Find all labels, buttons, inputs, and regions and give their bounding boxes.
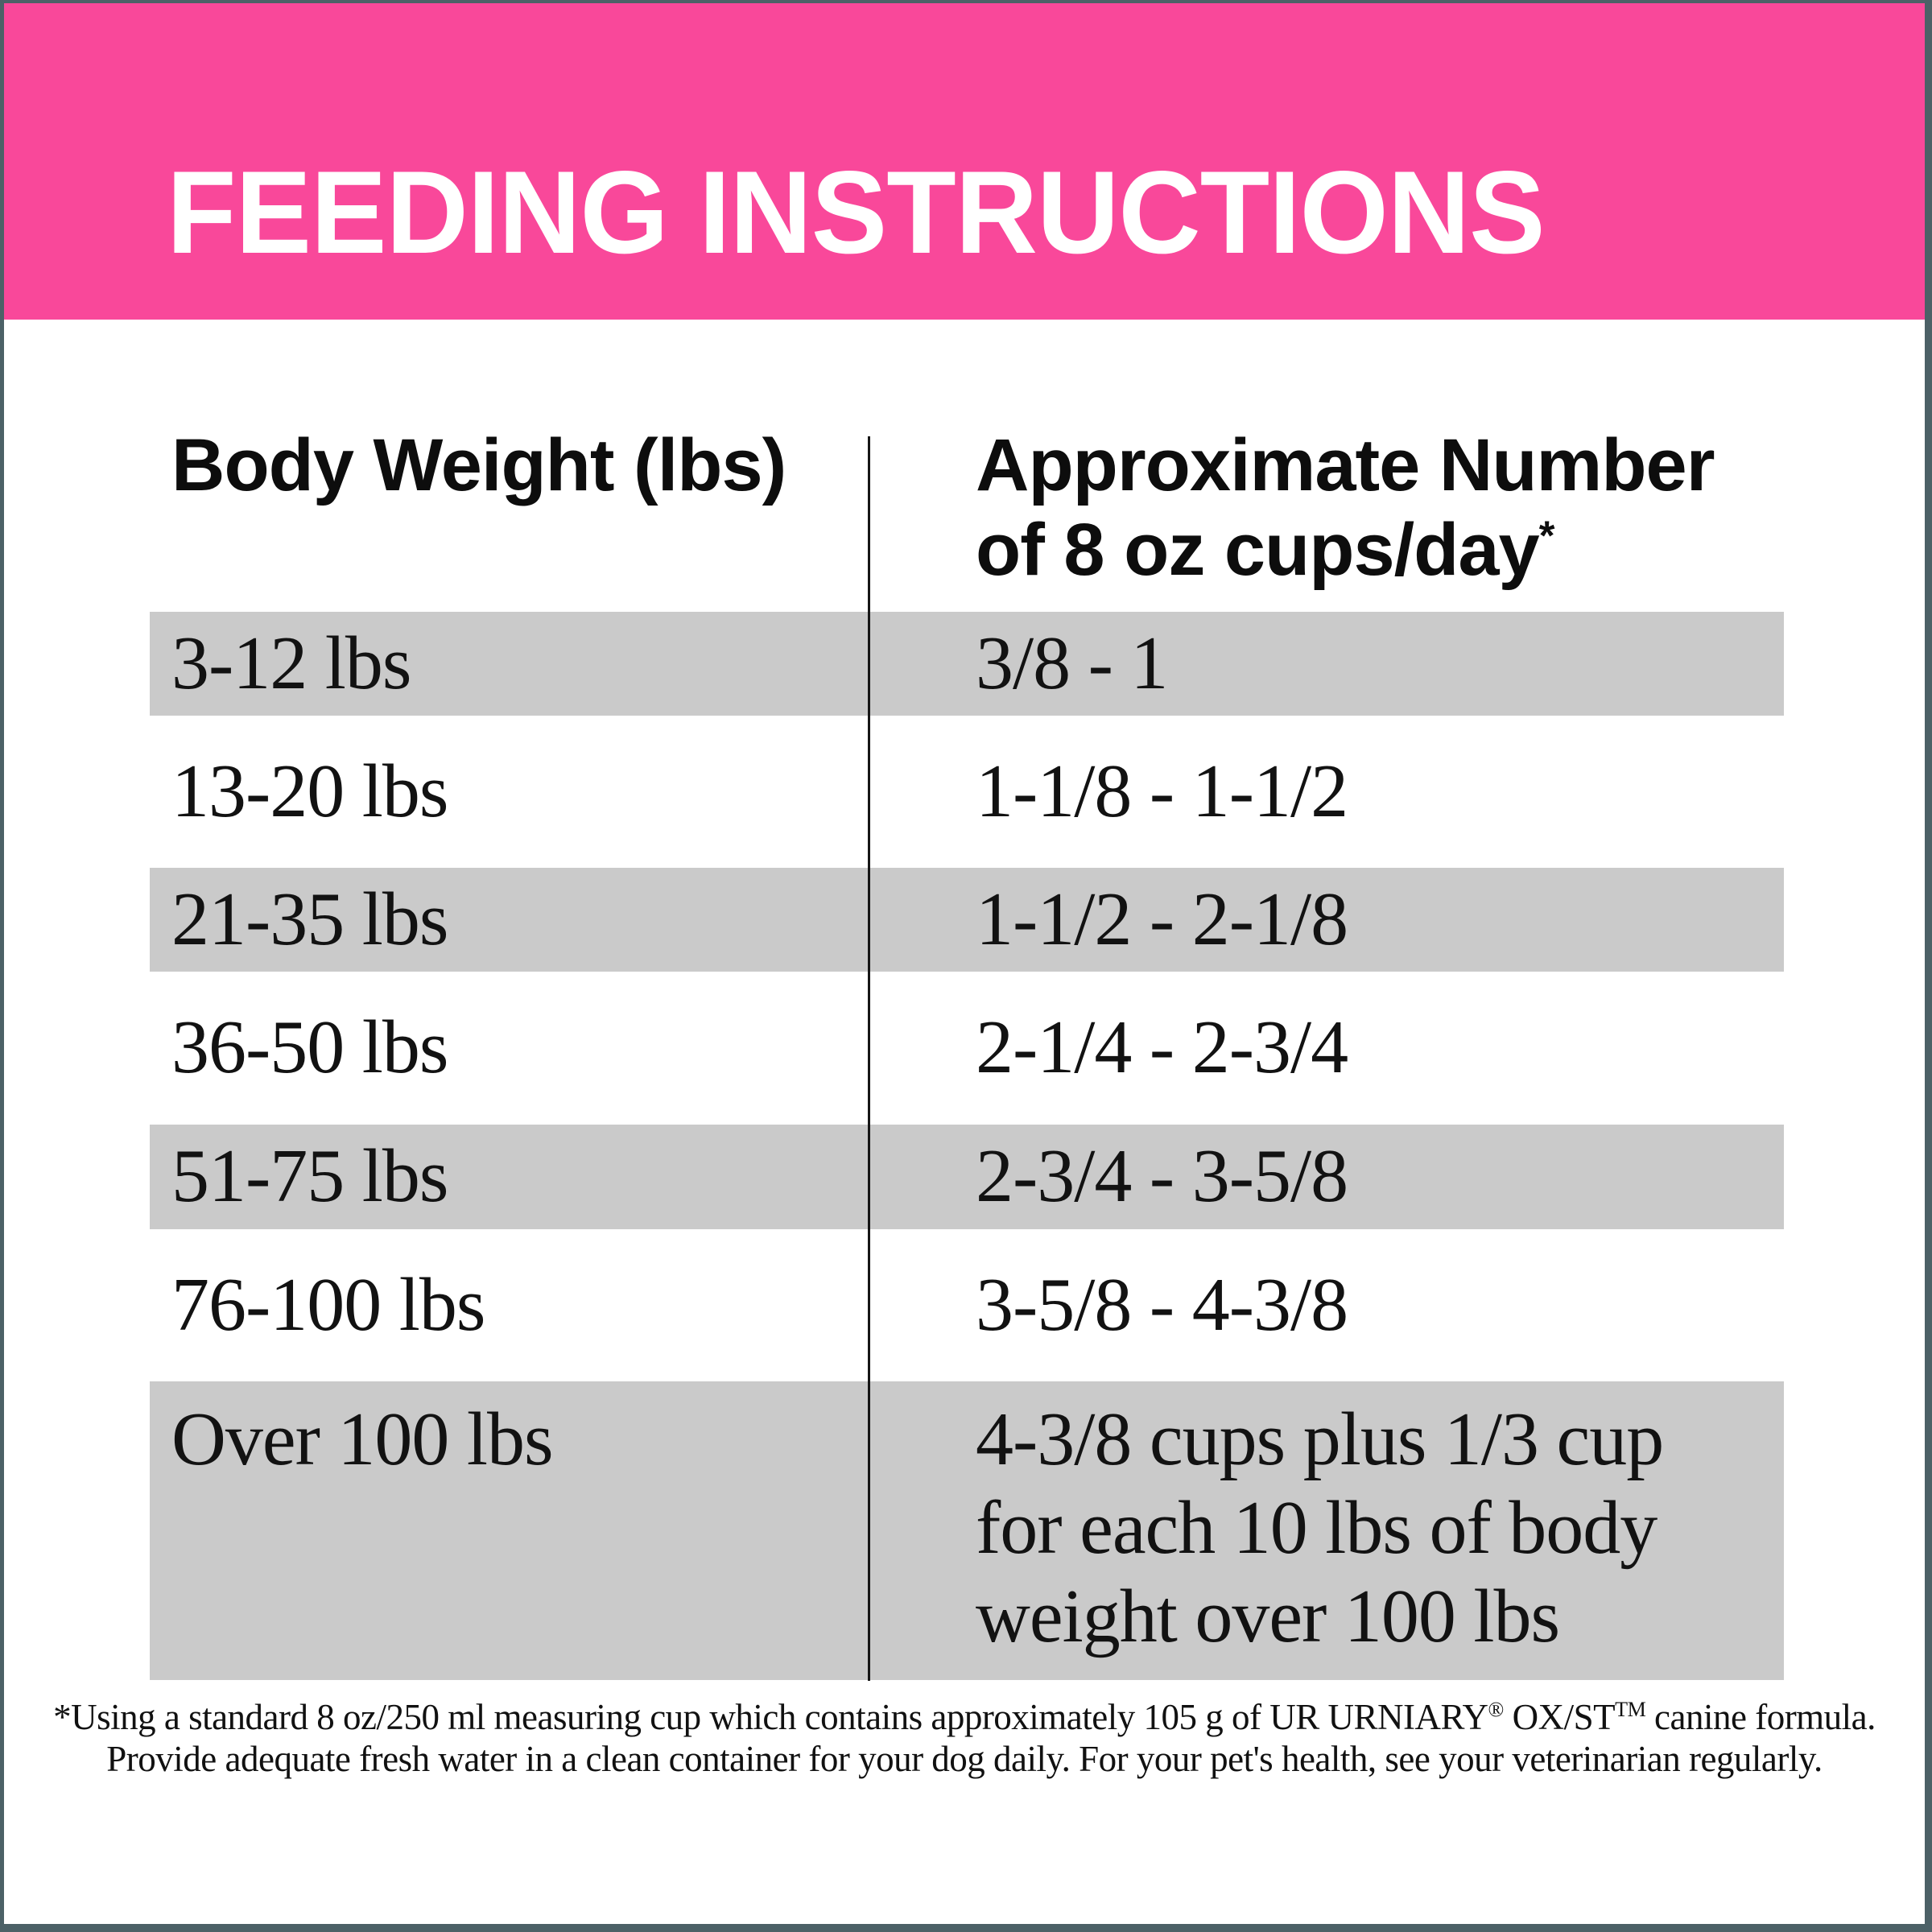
cups-per-day-cell: 4-3/8 cups plus 1/3 cup for each 10 lbs of body weight over 100 lbs: [976, 1397, 1664, 1658]
cups-per-day-cell: 3-5/8 - 4-3/8: [976, 1262, 1348, 1347]
footnote-asterisk-marker: *: [1538, 512, 1554, 559]
footnote-text: OX/ST: [1503, 1697, 1616, 1737]
header-line-2: of 8 oz cups/day: [976, 508, 1539, 591]
table-row: [150, 1229, 1784, 1381]
registered-trademark-symbol: ®: [1488, 1698, 1504, 1721]
table-row: [150, 868, 1784, 972]
weight-range-cell: 3-12 lbs: [171, 621, 411, 705]
footnote-text: *Using a standard 8 oz/250 ml measuring cup which contains approximately 105 g of UR URNIARY: [53, 1697, 1488, 1737]
table-row: [150, 972, 1784, 1125]
footnote-text: canine formula.: [1645, 1697, 1876, 1737]
column-header-body-weight: Body Weight (lbs): [171, 424, 786, 506]
page-title: FEEDING INSTRUCTIONS: [167, 147, 1545, 278]
weight-range-cell: 76-100 lbs: [171, 1262, 485, 1347]
cups-per-day-cell: 1-1/8 - 1-1/2: [976, 749, 1348, 833]
weight-range-cell: 36-50 lbs: [171, 1005, 448, 1090]
weight-range-cell: 21-35 lbs: [171, 877, 448, 961]
column-header-cups-per-day: [868, 320, 1784, 612]
weight-range-cell: 51-75 lbs: [171, 1134, 448, 1219]
cups-per-day-cell: 3/8 - 1: [976, 621, 1168, 705]
feeding-table: [150, 320, 1784, 1680]
footnote-line-1: [4, 1696, 1925, 1738]
footnote-line-2: Provide adequate fresh water in a clean container for your dog daily. For your pet's health, see your veterinarian regularly.: [106, 1739, 1823, 1780]
trademark-symbol: TM: [1615, 1698, 1646, 1721]
banner: [4, 3, 1925, 320]
footnote: [4, 1696, 1925, 1780]
cups-per-day-cell: 2-1/4 - 2-3/4: [976, 1005, 1348, 1090]
table-row: [150, 1381, 1784, 1680]
table-row: [150, 612, 1784, 716]
column-divider-line: [868, 436, 870, 1681]
cups-per-day-cell: 1-1/2 - 2-1/8: [976, 877, 1348, 961]
table-row: [150, 716, 1784, 868]
weight-range-cell: 13-20 lbs: [171, 749, 448, 833]
weight-range-cell: Over 100 lbs: [171, 1397, 553, 1481]
table-row: [150, 1125, 1784, 1229]
cups-per-day-cell: 2-3/4 - 3-5/8: [976, 1134, 1348, 1219]
header-line-1: Approximate Number: [976, 424, 1715, 506]
table-header-row: [150, 320, 1784, 612]
